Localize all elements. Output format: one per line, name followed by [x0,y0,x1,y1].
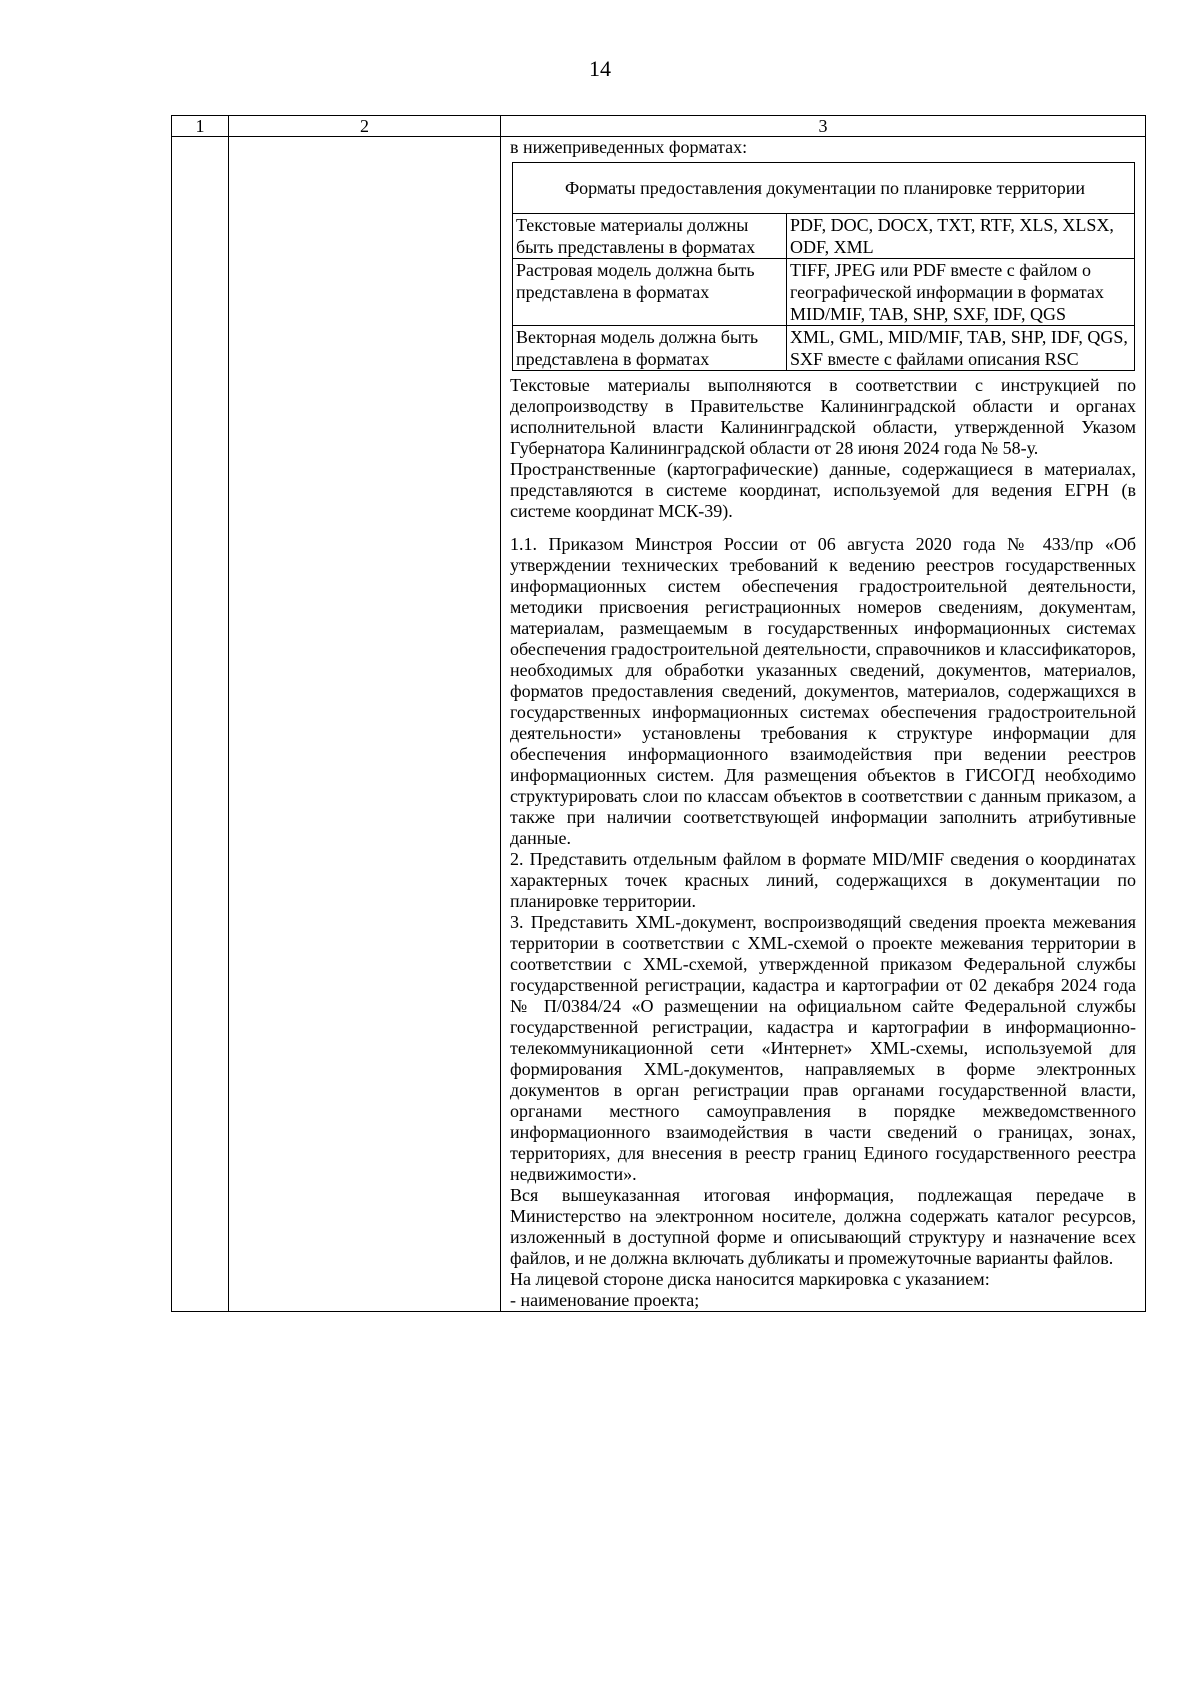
requirements-table [171,115,1146,1312]
column-3-header: 3 [501,116,1146,137]
formats-table [512,162,1135,371]
format-type: Векторная модель должна быть представлена в форматах [513,326,787,371]
paragraph: Пространственные (картографические) данные, содержащиеся в материалах, представляются в системе координат, используемой для ведения ЕГРН (в системе координат МСК-39). [510,459,1136,521]
paragraph: 2. Представить отдельным файлом в формате MID/MIF сведения о координатах характерных точек красных линий, содержащихся в документации по планировке территории. [510,849,1136,911]
table-row [172,137,1146,1312]
format-list: PDF, DOC, DOCX, TXT, RTF, XLS, XLSX, ODF, XML [787,214,1135,259]
formats-table-title: Форматы предоставления документации по планировке территории [513,163,1135,214]
intro-text: в нижеприведенных форматах: [510,137,748,157]
text-block-requirements [510,534,1136,1311]
paragraph: - наименование проекта; [510,1290,700,1310]
format-list: TIFF, JPEG или PDF вместе с файлом о географической информации в форматах MID/MIF, TAB, SHP, SXF, IDF, QGS [787,259,1135,326]
formats-row [513,259,1135,326]
format-type: Текстовые материалы должны быть представлены в форматах [513,214,787,259]
column-1-header: 1 [172,116,229,137]
paragraph: 1.1. Приказом Минстроя России от 06 августа 2020 года № 433/пр «Об утверждении технических требований к ведению реестров государственных информационных систем обеспечения градостроительной деятельности, методики присвоения регистрационных номеров сведениям, документам, материалам, размещаемым в государственных информационных системах обеспечения градостроительной деятельности, справочников и классификаторов, необходимых для обработки указанных сведений, документов, материалов, форматов предоставления сведений, документов, материалов, содержащихся в государственных информационных системах обеспечения градостроительной деятельности» установлены требования к структуре информации для обеспечения информационного взаимодействия при ведении реестров информационных систем. Для размещения объектов в ГИСОГД необходимо структурировать слои по классам объектов в соответствии с данным приказом, а также при наличии соответствующей информации заполнить атрибутивные данные. [510,534,1136,848]
paragraph: На лицевой стороне диска наносится маркировка с указанием: [510,1269,990,1289]
column-3-cell [501,137,1146,1312]
formats-row [513,326,1135,371]
formats-row [513,214,1135,259]
page-number: 14 [589,56,611,81]
column-2-header: 2 [229,116,501,137]
column-1-cell [172,137,229,1312]
table-header-row [172,116,1146,137]
column-2-cell [229,137,501,1312]
formats-table-title-row [513,163,1135,214]
paragraph: 3. Представить XML-документ, воспроизводящий сведения проекта межевания территории в соответствии с XML-схемой о проекте межевания территории в соответствии с XML-схемой, утвержденной приказом Федеральной службы государственной регистрации, кадастра и картографии от 02 декабря 2024 года № П/0384/24 «О размещении на официальном сайте Федеральной службы государственной регистрации, кадастра и картографии в информационно-телекоммуникационной сети «Интернет» XML-схемы, используемой для формирования XML-документов, направляемых в форме электронных документов в орган регистрации прав органами государственной власти, органами местного самоуправления в порядке межведомственного информационного взаимодействия в части сведений о границах, зонах, территориях, для внесения в реестр границ Единого государственного реестра недвижимости». [510,912,1136,1184]
paragraph: Текстовые материалы выполняются в соответствии с инструкцией по делопроизводству в Правительстве Калининградской области и органах исполнительной власти Калининградской области, утвержденной Указом Губернатора Калининградской области от 28 июня 2024 года № 58-у. [510,375,1136,458]
format-type: Растровая модель должна быть представлена в форматах [513,259,787,326]
paragraph: Вся вышеуказанная итоговая информация, подлежащая передаче в Министерство на электронном носителе, должна содержать каталог ресурсов, изложенный в доступной форме и описывающий структуру и назначение всех файлов, и не должна включать дубликаты и промежуточные варианты файлов. [510,1185,1136,1268]
text-block-materials [510,375,1136,522]
format-list: XML, GML, MID/MIF, TAB, SHP, IDF, QGS, SXF вместе с файлами описания RSC [787,326,1135,371]
